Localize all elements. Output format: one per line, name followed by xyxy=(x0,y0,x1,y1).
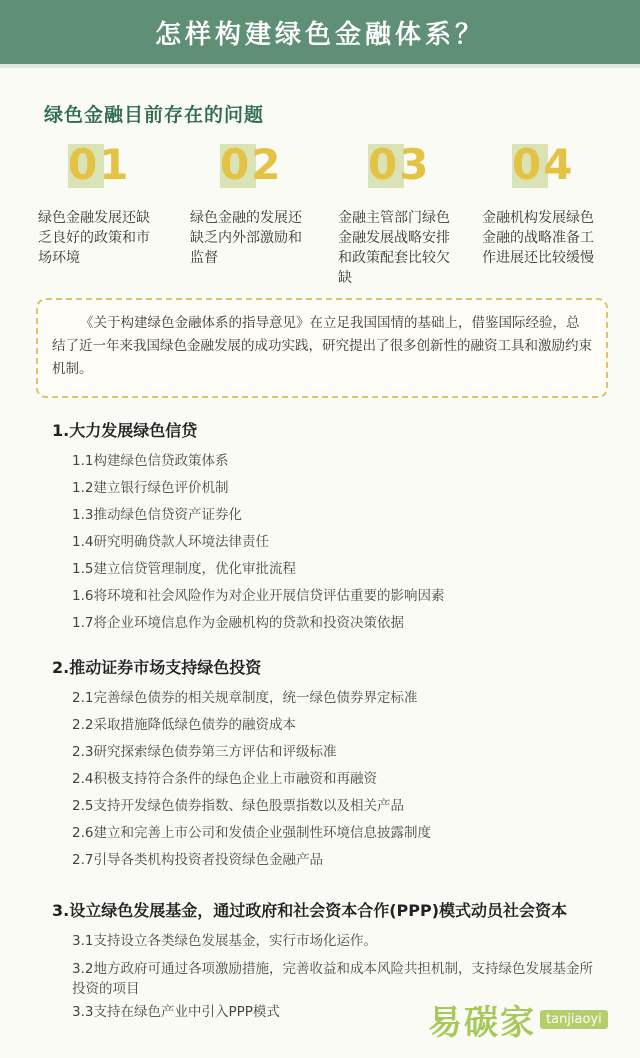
list-item: 1.2建立银行绿色评价机制 xyxy=(72,480,229,496)
list-item: 2.4积极支持符合条件的绿色企业上市融资和再融资 xyxy=(72,771,377,787)
list-item: 1.6将环境和社会风险作为对企业开展信贷评估重要的影响因素 xyxy=(72,588,445,604)
problem-item xyxy=(38,140,156,268)
problem-item xyxy=(338,140,456,288)
problem-text: 绿色金融发展还缺乏良好的政策和市场环境 xyxy=(38,210,150,266)
number-badge xyxy=(482,140,582,200)
list-item: 2.3研究探索绿色债券第三方评估和评级标准 xyxy=(72,744,337,760)
problem-text: 金融主管部门绿色金融发展战略安排和政策配套比较欠缺 xyxy=(338,210,450,286)
list-item: 1.7将企业环境信息作为金融机构的贷款和投资决策依据 xyxy=(72,615,404,631)
list-item: 3.2地方政府可通过各项激励措施，完善收益和成本风险共担机制，支持绿色发展基金所投资的项目 xyxy=(72,961,593,997)
list-item: 3.1支持设立各类绿色发展基金，实行市场化运作。 xyxy=(72,933,377,949)
problem-item xyxy=(190,140,308,268)
list-item: 1.3推动绿色信贷资产证券化 xyxy=(72,507,242,523)
section-green-credit xyxy=(52,420,612,637)
section-heading: 2.推动证券市场支持绿色投资 xyxy=(52,658,262,677)
list-item: 1.5建立信贷管理制度，优化审批流程 xyxy=(72,561,296,577)
section-list xyxy=(52,448,612,637)
list-item: 2.6建立和完善上市公司和发债企业强制性环境信息披露制度 xyxy=(72,825,431,841)
number-badge xyxy=(338,140,438,200)
quote-text: 《关于构建绿色金融体系的指导意见》在立足我国国情的基础上，借鉴国际经验，总结了近一年来我国绿色金融发展的成功实践，研究提出了很多创新性的融资工具和激励约束机制。 xyxy=(52,315,592,377)
list-item: 2.1完善绿色债券的相关规章制度，统一绿色债券界定标准 xyxy=(72,690,418,706)
banner-divider xyxy=(0,64,640,68)
list-item: 2.2采取措施降低绿色债券的融资成本 xyxy=(72,717,296,733)
list-item: 2.5支持开发绿色债券指数、绿色股票指数以及相关产品 xyxy=(72,798,404,814)
number-badge xyxy=(190,140,290,200)
page-title: 怎样构建绿色金融体系？ xyxy=(154,19,485,50)
watermark-logo xyxy=(428,995,608,1043)
title-banner xyxy=(0,0,640,64)
number-badge xyxy=(38,140,138,200)
list-item: 1.4研究明确贷款人环境法律责任 xyxy=(72,534,269,550)
problem-number: 01 xyxy=(68,140,131,189)
section-securities xyxy=(52,657,612,874)
problem-number: 03 xyxy=(368,140,431,189)
list-item: 1.1构建绿色信贷政策体系 xyxy=(72,453,229,469)
problem-item xyxy=(482,140,600,268)
logo-text: 易碳家 xyxy=(428,1002,536,1043)
section-heading: 3.设立绿色发展基金，通过政府和社会资本合作(PPP)模式动员社会资本 xyxy=(52,901,568,920)
list-item: 3.3支持在绿色产业中引入PPP模式 xyxy=(72,1004,280,1020)
problem-number: 04 xyxy=(512,140,575,189)
section-list xyxy=(52,685,612,874)
problem-number: 02 xyxy=(220,140,283,189)
problem-text: 金融机构发展绿色金融的战略准备工作进展还比较缓慢 xyxy=(482,210,594,266)
logo-domain: tanjiaoyi xyxy=(540,1010,608,1029)
list-item: 2.7引导各类机构投资者投资绿色金融产品 xyxy=(72,852,323,868)
quote-box xyxy=(36,298,608,398)
problems-heading: 绿色金融目前存在的问题 xyxy=(44,104,265,126)
section-heading: 1.大力发展绿色信贷 xyxy=(52,421,198,440)
problem-text: 绿色金融的发展还缺乏内外部激励和监督 xyxy=(190,210,302,266)
